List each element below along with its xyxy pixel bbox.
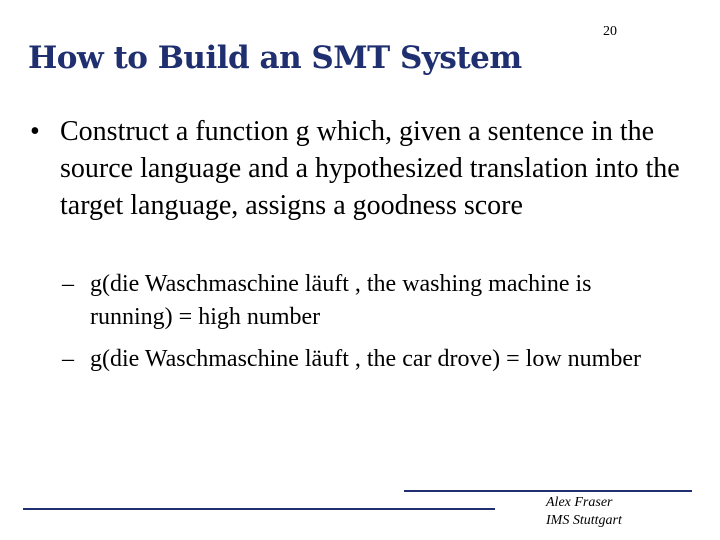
main-bullet-text: Construct a function g which, given a sentence in the source language and a hypothesized translation into the target language, assigns a goodness score: [60, 116, 680, 221]
footer-affiliation: IMS Stuttgart: [546, 513, 622, 528]
footer-credit: [546, 494, 622, 530]
sub-bullet-marker: –: [62, 271, 74, 297]
sub-bullet-text: g(die Waschmaschine läuft , the washing machine is running) = high number: [90, 271, 592, 330]
footer-author: Alex Fraser: [546, 495, 613, 510]
footer-rule-left: [23, 508, 495, 510]
page-number: 20: [603, 24, 617, 39]
footer-rule-right: [404, 490, 692, 492]
slide-title: How to Build an SMT System: [28, 40, 522, 76]
bullet-marker: •: [30, 116, 40, 147]
sub-bullet-marker: –: [62, 346, 74, 372]
sub-bullet-text: g(die Waschmaschine läuft , the car drove) = low number: [90, 346, 641, 372]
